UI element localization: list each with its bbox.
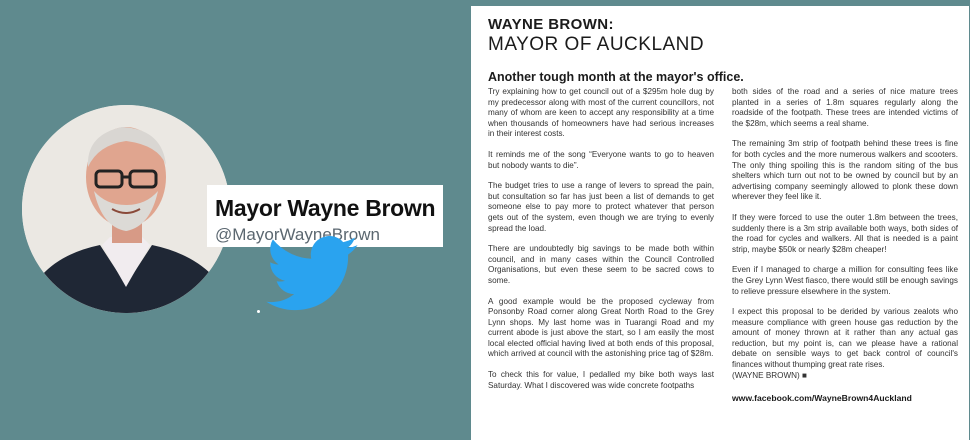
profile-display-name: Mayor Wayne Brown [215, 195, 436, 221]
article-paragraph: To check this for value, I pedalled my bike both ways last Saturday. What I discovered was wide concrete footpaths [488, 370, 714, 390]
article-column-right [732, 87, 958, 403]
article-paragraph: There are undoubtedly big savings to be made both within council, and in many cases within the Council Controlled Organisations, but even these seem to be sacred cows to some. [488, 244, 714, 285]
article-columns [488, 87, 958, 403]
article-role: MAYOR OF AUCKLAND [488, 34, 705, 55]
decorative-dot [257, 310, 260, 313]
article-paragraph: A good example would be the proposed cycleway from Ponsonby Road corner along Great North Road to the Grey Lynn shops. My last home was in Tuarangi Road and my current abode is just above the start, so I am easily the most local elected official having lived at both ends of this proposal, which arrived at council with the astonishing price tag of $28m. [488, 296, 714, 359]
profile-avatar [22, 105, 230, 313]
facebook-link[interactable]: www.facebook.com/WayneBrown4Auckland [732, 393, 912, 404]
article-signoff: (WAYNE BROWN) ■ [732, 370, 807, 380]
article-paragraph: Even if I managed to charge a million for consulting fees like the Grey Lynn West fiasco, there would still be enough savings to relieve pressure elsewhere in the system. [732, 265, 958, 296]
article-paragraph: If they were forced to use the outer 1.8m between the trees, suddenly there is a 3m strip available both ways, both sides of the road for cycles and walkers. All that is needed is a paint strip, maybe $50k or nearly $28m cheaper! [732, 212, 958, 254]
article-paragraph: The budget tries to use a range of levers to spread the pain, but consultation so far has just been a list of demands to get someone else to pay more to protect whatever that person gets out of the system, even though we are trying to evenly spread the load. [488, 181, 714, 233]
article-column-left [488, 87, 714, 403]
article-paragraph: both sides of the road and a series of nice mature trees planted in a series of 1.8m squares regularly along the roadside of the footpath. These trees are intended victims of the $28m, which seems a real shame. [732, 87, 958, 128]
article-paragraph: Try explaining how to get council out of a $295m hole dug by my predecessor along with most of the current councillors, not many of whom are keen to accept any responsibility at a time when thousands of homeowners have had serious increases in their interest costs. [488, 87, 714, 139]
article-author: WAYNE BROWN: [488, 16, 614, 33]
article-paragraph: The remaining 3m strip of footpath behind these trees is fine for both cycles and the more numerous walkers and scooters. The only thing spoiling this is the random siting of the bus shelters which turn out not to be owned by council but by an advertising company seemingly allowed to plonk these down wherever they feel like it. [732, 139, 958, 202]
twitter-bird-icon [266, 236, 358, 317]
article-paragraph: I expect this proposal to be derided by various zealots who measure compliance with green house gas reduction by the amount of money thrown at it rather than any actual gas reduction, but my point is, can we please have a rational debate on sensible ways to get back control of council's finances without thumping great rate rises. [732, 307, 958, 370]
profile-handle: @MayorWayneBrown [215, 225, 380, 244]
article-paragraph: It reminds me of the song “Everyone wants to go to heaven but nobody wants to die”. [488, 149, 714, 170]
article-headline: Another tough month at the mayor's office. [488, 70, 744, 84]
